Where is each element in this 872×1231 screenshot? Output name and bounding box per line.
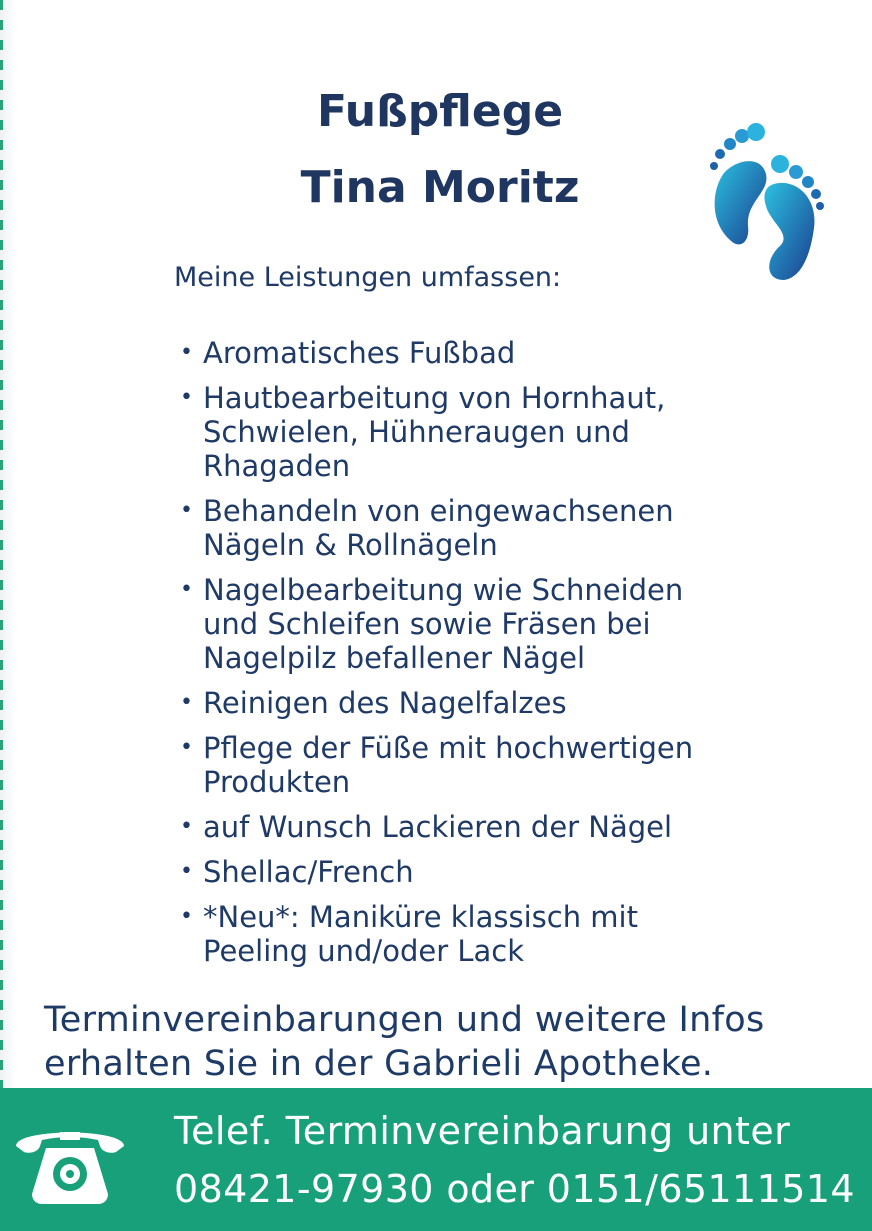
- service-item-line: Schwielen, Hühneraugen und: [203, 415, 630, 449]
- service-item: [178, 855, 738, 889]
- bullet-icon: •: [180, 735, 193, 760]
- appointment-info-line-1: Terminvereinbarungen und weitere Infos: [44, 1000, 765, 1040]
- service-item-line: Peeling und/oder Lack: [203, 934, 524, 968]
- bullet-icon: •: [180, 814, 193, 839]
- title-line-1: Fußpflege: [316, 86, 564, 137]
- service-item: [178, 336, 738, 370]
- service-item-line: Shellac/French: [203, 855, 414, 889]
- service-item-line: Nagelbearbeitung wie Schneiden: [203, 573, 684, 607]
- page-title: [180, 74, 700, 226]
- appointment-info: [44, 998, 864, 1086]
- service-item: [178, 731, 738, 799]
- services-list: [178, 336, 738, 979]
- service-item: [178, 494, 738, 562]
- footprints-icon: [700, 118, 830, 288]
- page-edge-dashed-border: [0, 0, 3, 1231]
- phone-contact: [174, 1102, 864, 1218]
- service-item-line: Aromatisches Fußbad: [203, 336, 516, 370]
- service-item-line: Reinigen des Nagelfalzes: [203, 686, 567, 720]
- service-item-line: Produkten: [203, 765, 351, 799]
- service-item: [178, 810, 738, 844]
- service-item-line: Nagelpilz befallener Nägel: [203, 641, 586, 675]
- service-item-line: Pflege der Füße mit hochwertigen: [203, 731, 694, 765]
- bullet-icon: •: [180, 340, 193, 365]
- service-item: [178, 381, 738, 483]
- service-item: [178, 686, 738, 720]
- contact-footer: [0, 1088, 872, 1231]
- service-item-line: *Neu*: Maniküre klassisch mit: [203, 900, 638, 934]
- services-intro: Meine Leistungen umfassen:: [174, 262, 562, 293]
- service-item-line: Nägeln & Rollnägeln: [203, 528, 498, 562]
- appointment-info-line-2: erhalten Sie in der Gabrieli Apotheke.: [44, 1044, 714, 1084]
- service-item: [178, 573, 738, 675]
- service-item: [178, 900, 738, 968]
- bullet-icon: •: [180, 577, 193, 602]
- phone-numbers[interactable]: 08421-97930 oder 0151/65111514: [174, 1167, 855, 1211]
- bullet-icon: •: [180, 498, 193, 523]
- service-item-line: und Schleifen sowie Fräsen bei: [203, 607, 651, 641]
- bullet-icon: •: [180, 859, 193, 884]
- service-item-line: Behandeln von eingewachsenen: [203, 494, 674, 528]
- service-item-line: Hautbearbeitung von Hornhaut,: [203, 381, 666, 415]
- title-line-2: Tina Moritz: [300, 162, 580, 213]
- bullet-icon: •: [180, 385, 193, 410]
- service-item-line: auf Wunsch Lackieren der Nägel: [203, 810, 673, 844]
- telephone-icon: [10, 1112, 130, 1208]
- bullet-icon: •: [180, 690, 193, 715]
- phone-contact-label: Telef. Terminvereinbarung unter: [174, 1109, 791, 1153]
- bullet-icon: •: [180, 904, 193, 929]
- service-item-line: Rhagaden: [203, 449, 351, 483]
